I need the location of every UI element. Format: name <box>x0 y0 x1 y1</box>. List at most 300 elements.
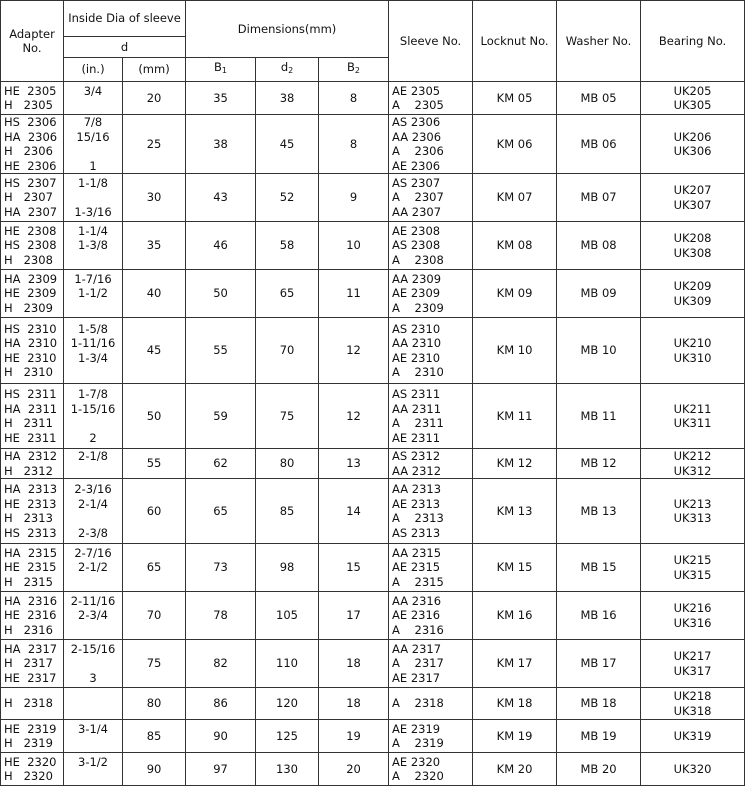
bearing-cell-line: UK206 <box>673 129 712 144</box>
sleeve-cell <box>389 174 473 222</box>
bearing-cell-line: UK216 <box>673 601 712 615</box>
sleeve-cell <box>389 384 473 449</box>
inch-cell <box>64 115 123 174</box>
b1-cell: 86 <box>186 688 256 720</box>
b2-cell: 9 <box>319 174 389 222</box>
bearing-cell-line: UK316 <box>673 615 712 630</box>
sleeve-cell-line: AE 2309 <box>392 286 441 301</box>
d2-cell: 130 <box>256 753 319 786</box>
table-row <box>1 384 745 449</box>
bearing-cell <box>641 753 745 786</box>
adapter-cell <box>1 544 64 592</box>
adapter-cell-line: HS 2308 <box>4 238 57 253</box>
inch-cell <box>64 640 123 688</box>
sleeve-cell-line: AA 2311 <box>392 401 442 416</box>
b2-cell: 8 <box>319 82 389 115</box>
adapter-cell-line: H 2317 <box>4 656 53 671</box>
bearing-cell-line: UK209 <box>673 279 712 293</box>
inch-cell <box>64 174 123 222</box>
sleeve-cell-line: AS 2311 <box>392 387 441 401</box>
adapter-cell-line: H 2305 <box>4 98 53 112</box>
adapter-cell <box>1 174 64 222</box>
table-row <box>1 270 745 318</box>
washer-cell: MB 16 <box>557 592 641 640</box>
sleeve-cell-line: AA 2306 <box>392 129 442 144</box>
sleeve-cell-line: A 2318 <box>392 696 444 711</box>
adapter-cell-line: HA 2317 <box>4 641 58 656</box>
inch-cell-line: 2-1/2 <box>78 560 108 575</box>
d2-cell: 58 <box>256 222 319 270</box>
inch-cell-line: 2-15/16 <box>70 641 116 656</box>
sleeve-cell-line: AE 2313 <box>392 496 441 511</box>
sleeve-cell-line: A 2305 <box>392 98 444 112</box>
d2-cell: 70 <box>256 318 319 384</box>
adapter-cell <box>1 592 64 640</box>
inch-cell-line <box>67 190 119 205</box>
mm-cell: 40 <box>123 270 186 318</box>
locknut-cell: KM 19 <box>473 720 557 753</box>
b2-cell: 14 <box>319 479 389 544</box>
header-washer: Washer No. <box>557 1 641 82</box>
header-b2: $B_2$ <box>319 58 389 82</box>
adapter-cell <box>1 82 64 115</box>
d2-cell: 38 <box>256 82 319 115</box>
inch-cell <box>64 688 123 720</box>
bearing-cell-line: UK319 <box>673 728 712 743</box>
washer-cell: MB 17 <box>557 640 641 688</box>
adapter-cell-line: HA 2306 <box>4 129 58 144</box>
inch-cell-line <box>67 301 119 316</box>
inch-cell-line <box>67 144 119 159</box>
adapter-cell <box>1 318 64 384</box>
bearing-cell-line: UK205 <box>673 83 712 98</box>
inch-cell-line <box>67 365 119 380</box>
sleeve-cell <box>389 115 473 174</box>
adapter-cell-line: HS 2311 <box>4 387 57 401</box>
locknut-cell: KM 12 <box>473 449 557 479</box>
b2-cell: 12 <box>319 384 389 449</box>
adapter-cell <box>1 449 64 479</box>
sleeve-cell <box>389 222 473 270</box>
sleeve-cell <box>389 688 473 720</box>
b1-cell: 38 <box>186 115 256 174</box>
inch-cell-line <box>67 575 119 590</box>
d2-cell: 98 <box>256 544 319 592</box>
washer-cell: MB 05 <box>557 82 641 115</box>
washer-cell: MB 06 <box>557 115 641 174</box>
adapter-cell-line: H 2313 <box>4 511 53 525</box>
table-row <box>1 449 745 479</box>
adapter-cell-line: H 2306 <box>4 144 53 158</box>
b2-cell: 20 <box>319 753 389 786</box>
inch-cell <box>64 479 123 544</box>
table-row <box>1 592 745 640</box>
adapter-cell-line: HE 2306 <box>4 158 57 173</box>
adapter-cell <box>1 720 64 753</box>
bearing-cell-line: UK311 <box>673 416 712 430</box>
adapter-cell-line: HS 2307 <box>4 175 57 190</box>
bearing-cell-line: UK211 <box>673 401 712 416</box>
table-row <box>1 753 745 786</box>
sleeve-cell-line: AA 2309 <box>392 271 442 286</box>
inch-cell-line <box>67 623 119 638</box>
adapter-cell-line: H 2311 <box>4 416 53 430</box>
b1-cell: 97 <box>186 753 256 786</box>
adapter-cell-line: HS 2306 <box>4 115 57 129</box>
locknut-cell: KM 15 <box>473 544 557 592</box>
inch-cell <box>64 318 123 384</box>
washer-cell: MB 20 <box>557 753 641 786</box>
locknut-cell: KM 07 <box>473 174 557 222</box>
mm-cell: 35 <box>123 222 186 270</box>
inch-cell-line: 1-7/16 <box>74 271 112 286</box>
b1-cell: 59 <box>186 384 256 449</box>
inch-cell-line: 1-3/4 <box>78 350 108 365</box>
inch-cell-line: 2-7/16 <box>74 545 112 560</box>
b2-cell: 19 <box>319 720 389 753</box>
sleeve-cell-line: A 2307 <box>392 190 444 205</box>
inch-cell-line: 3-1/2 <box>78 754 108 769</box>
mm-cell: 20 <box>123 82 186 115</box>
mm-cell: 80 <box>123 688 186 720</box>
mm-cell: 50 <box>123 384 186 449</box>
bearing-cell <box>641 479 745 544</box>
mm-cell: 65 <box>123 544 186 592</box>
header-d: d <box>64 37 186 58</box>
sleeve-cell-line: AA 2307 <box>392 204 442 219</box>
sleeve-cell-line: AA 2312 <box>392 463 442 478</box>
sleeve-cell-line: AE 2308 <box>392 223 441 238</box>
bearing-cell <box>641 222 745 270</box>
b2-cell: 8 <box>319 115 389 174</box>
d2-cell: 110 <box>256 640 319 688</box>
b1-cell: 35 <box>186 82 256 115</box>
mm-cell: 30 <box>123 174 186 222</box>
washer-cell: MB 19 <box>557 720 641 753</box>
header-d2: $d_2$ <box>256 58 319 82</box>
sleeve-cell-line: AS 2313 <box>392 525 441 540</box>
d2-cell: 85 <box>256 479 319 544</box>
inch-cell-line <box>67 656 119 671</box>
washer-cell: MB 09 <box>557 270 641 318</box>
bearing-cell <box>641 82 745 115</box>
bearing-cell <box>641 384 745 449</box>
inch-cell-line: 2-3/4 <box>78 608 108 623</box>
bearing-cell-line: UK217 <box>673 649 712 663</box>
adapter-cell-line: H 2315 <box>4 574 53 589</box>
mm-cell: 45 <box>123 318 186 384</box>
adapter-cell <box>1 753 64 786</box>
bearing-cell-line: UK213 <box>673 496 712 511</box>
inch-cell-line: 1-11/16 <box>70 336 116 350</box>
adapter-cell-line: HA 2315 <box>4 545 58 560</box>
inch-cell-line: 2-3/16 <box>74 482 112 496</box>
inch-cell-line: 1-1/2 <box>78 286 108 301</box>
bearing-cell-line: UK212 <box>673 449 712 463</box>
locknut-cell: KM 13 <box>473 479 557 544</box>
washer-cell: MB 11 <box>557 384 641 449</box>
inch-cell <box>64 753 123 786</box>
sleeve-cell-line: A 2317 <box>392 656 444 671</box>
adapter-cell-line: H 2320 <box>4 769 53 783</box>
bearing-cell-line: UK210 <box>673 336 712 350</box>
adapter-cell <box>1 479 64 544</box>
mm-cell: 60 <box>123 479 186 544</box>
sleeve-cell-line: AE 2311 <box>392 430 441 445</box>
sleeve-cell-line: AS 2306 <box>392 115 441 129</box>
inch-cell-line: 3 <box>89 670 97 685</box>
table-row <box>1 640 745 688</box>
sleeve-cell <box>389 544 473 592</box>
adapter-cell-line: HE 2313 <box>4 496 57 511</box>
sleeve-cell-line: A 2310 <box>392 365 444 379</box>
d2-cell: 52 <box>256 174 319 222</box>
mm-cell: 90 <box>123 753 186 786</box>
sleeve-cell <box>389 82 473 115</box>
b2-cell: 11 <box>319 270 389 318</box>
sleeve-cell <box>389 592 473 640</box>
header-inside-dia: Inside Dia of sleeve <box>64 1 186 37</box>
bearing-cell <box>641 174 745 222</box>
inch-cell-line <box>67 736 119 751</box>
inch-cell-line <box>67 253 119 268</box>
adapter-cell-line: HS 2313 <box>4 525 57 540</box>
inch-cell <box>64 384 123 449</box>
inch-cell-line: 2-1/8 <box>78 449 108 463</box>
adapter-cell-line: H 2312 <box>4 463 53 478</box>
d2-cell: 105 <box>256 592 319 640</box>
bearing-cell-line: UK208 <box>673 231 712 245</box>
b1-cell: 82 <box>186 640 256 688</box>
inch-cell-line: 2-11/16 <box>70 593 116 608</box>
sleeve-cell-line: AE 2306 <box>392 158 441 173</box>
header-adapter: Adapter No. <box>1 1 64 82</box>
table-row <box>1 115 745 174</box>
inch-cell-line: 2-1/4 <box>78 496 108 511</box>
sleeve-cell-line: A 2306 <box>392 144 444 158</box>
b1-cell: 78 <box>186 592 256 640</box>
adapter-cell <box>1 222 64 270</box>
washer-cell: MB 18 <box>557 688 641 720</box>
inch-cell-line <box>67 416 119 431</box>
b2-cell: 10 <box>319 222 389 270</box>
adapter-cell-line: HE 2309 <box>4 286 57 301</box>
b1-cell: 90 <box>186 720 256 753</box>
sleeve-cell <box>389 753 473 786</box>
sleeve-cell-line: AE 2320 <box>392 754 441 769</box>
inch-cell-line <box>67 769 119 784</box>
mm-cell: 70 <box>123 592 186 640</box>
inch-cell-line: 1-3/8 <box>78 238 108 253</box>
adapter-cell-line: HE 2317 <box>4 670 57 685</box>
adapter-cell <box>1 384 64 449</box>
sleeve-cell-line: AS 2307 <box>392 175 441 190</box>
bearing-cell-line: UK312 <box>673 463 712 478</box>
d2-cell: 45 <box>256 115 319 174</box>
mm-cell: 25 <box>123 115 186 174</box>
adapter-cell-line: HS 2310 <box>4 321 57 336</box>
adapter-cell <box>1 640 64 688</box>
adapter-cell-line: HA 2313 <box>4 482 58 496</box>
bearing-cell-line: UK305 <box>673 98 712 112</box>
sleeve-cell-line: AE 2310 <box>392 350 441 365</box>
inch-cell <box>64 222 123 270</box>
inch-cell <box>64 82 123 115</box>
inch-cell-line: 1-7/8 <box>78 387 108 401</box>
d2-cell: 80 <box>256 449 319 479</box>
adapter-cell-line: HE 2319 <box>4 721 57 736</box>
b1-cell: 50 <box>186 270 256 318</box>
locknut-cell: KM 05 <box>473 82 557 115</box>
b1-cell: 73 <box>186 544 256 592</box>
sleeve-cell-line: AE 2305 <box>392 83 441 98</box>
b2-cell: 13 <box>319 449 389 479</box>
locknut-cell: KM 17 <box>473 640 557 688</box>
inch-cell-line: 2 <box>89 430 97 445</box>
header-mm: (mm) <box>123 58 186 82</box>
inch-cell-line: 2-3/8 <box>78 525 108 540</box>
bearing-cell-line: UK308 <box>673 245 712 260</box>
bearing-cell-line: UK218 <box>673 689 712 703</box>
sleeve-cell-line: AE 2317 <box>392 670 441 685</box>
bearing-cell-line: UK307 <box>673 197 712 212</box>
bearing-cell-line: UK318 <box>673 703 712 718</box>
adapter-cell-line: H 2310 <box>4 365 53 379</box>
adapter-cell-line: H 2309 <box>4 300 53 315</box>
adapter-cell-line: HE 2308 <box>4 223 57 238</box>
b2-cell: 15 <box>319 544 389 592</box>
bearing-cell-line: UK207 <box>673 183 712 197</box>
header-in: (in.) <box>64 58 123 82</box>
table-row <box>1 720 745 753</box>
bearing-cell <box>641 318 745 384</box>
locknut-cell: KM 18 <box>473 688 557 720</box>
adapter-cell <box>1 115 64 174</box>
b1-cell: 65 <box>186 479 256 544</box>
bearing-cell <box>641 270 745 318</box>
locknut-cell: KM 11 <box>473 384 557 449</box>
locknut-cell: KM 10 <box>473 318 557 384</box>
locknut-cell: KM 20 <box>473 753 557 786</box>
washer-cell: MB 10 <box>557 318 641 384</box>
inch-cell-line: 3/4 <box>83 83 103 98</box>
sleeve-cell <box>389 479 473 544</box>
mm-cell: 85 <box>123 720 186 753</box>
inch-cell <box>64 449 123 479</box>
sleeve-cell-line: AE 2316 <box>392 608 441 623</box>
adapter-cell-line: HA 2311 <box>4 401 58 416</box>
sleeve-cell-line: A 2313 <box>392 511 444 525</box>
adapter-cell-line: H 2318 <box>4 696 53 711</box>
table-row <box>1 688 745 720</box>
washer-cell: MB 15 <box>557 544 641 592</box>
bearing-cell <box>641 544 745 592</box>
sleeve-cell <box>389 720 473 753</box>
adapter-cell-line: HE 2315 <box>4 560 57 575</box>
table-row <box>1 174 745 222</box>
sleeve-cell <box>389 318 473 384</box>
adapter-cell-line: HA 2307 <box>4 204 58 219</box>
mm-cell: 55 <box>123 449 186 479</box>
table-row <box>1 82 745 115</box>
header-locknut: Locknut No. <box>473 1 557 82</box>
sleeve-cell-line: A 2319 <box>392 736 444 750</box>
sleeve-cell-line: AS 2312 <box>392 449 441 463</box>
d2-cell: 75 <box>256 384 319 449</box>
locknut-cell: KM 08 <box>473 222 557 270</box>
inch-cell-line: 15/16 <box>76 129 110 144</box>
adapter-cell-line: HA 2312 <box>4 449 58 463</box>
mm-cell: 75 <box>123 640 186 688</box>
bearing-cell-line: UK310 <box>673 350 712 365</box>
adapter-cell-line: H 2307 <box>4 190 53 205</box>
sleeve-cell <box>389 270 473 318</box>
table-row <box>1 318 745 384</box>
adapter-cell-line: H 2316 <box>4 622 53 637</box>
inch-cell-line <box>67 464 119 479</box>
adapter-cell-line: HE 2316 <box>4 608 57 623</box>
sleeve-cell-line: AE 2319 <box>392 721 441 736</box>
bearing-cell <box>641 720 745 753</box>
inch-cell-line: 1-15/16 <box>70 401 116 416</box>
b1-cell: 43 <box>186 174 256 222</box>
washer-cell: MB 12 <box>557 449 641 479</box>
adapter-cell-line: HE 2320 <box>4 754 57 769</box>
inch-cell-line: 1-1/8 <box>78 175 108 190</box>
adapter-cell <box>1 688 64 720</box>
header-bearing: Bearing No. <box>641 1 745 82</box>
b2-cell: 17 <box>319 592 389 640</box>
sleeve-cell-line: A 2315 <box>392 574 444 589</box>
bearing-cell <box>641 115 745 174</box>
inch-cell-line: 7/8 <box>83 115 103 129</box>
inch-cell <box>64 720 123 753</box>
sleeve-cell-line: AS 2308 <box>392 238 441 253</box>
table-row <box>1 222 745 270</box>
inch-cell-line: 3-1/4 <box>78 721 108 736</box>
adapter-cell-line: HA 2310 <box>4 336 58 350</box>
adapter-cell-line: HE 2310 <box>4 350 57 365</box>
header-dimensions: Dimensions(mm) <box>186 1 389 58</box>
adapter-cell-line: HE 2311 <box>4 430 57 445</box>
b2-cell: 18 <box>319 688 389 720</box>
sleeve-cell-line: A 2308 <box>392 252 444 267</box>
b2-cell: 12 <box>319 318 389 384</box>
washer-cell: MB 07 <box>557 174 641 222</box>
sleeve-cell-line: AA 2313 <box>392 482 442 496</box>
table-row <box>1 544 745 592</box>
sleeve-cell-line: A 2320 <box>392 769 444 783</box>
inch-cell-line: 1-5/8 <box>78 321 108 336</box>
sleeve-cell-line: AA 2317 <box>392 641 442 656</box>
inch-cell-line: 1 <box>89 158 97 173</box>
sleeve-cell-line: AA 2315 <box>392 545 442 560</box>
bearing-cell-line: UK215 <box>673 553 712 567</box>
adapter-cell-line: HA 2309 <box>4 271 58 286</box>
d2-cell: 65 <box>256 270 319 318</box>
inch-cell <box>64 592 123 640</box>
bearing-cell-line: UK317 <box>673 663 712 678</box>
sleeve-cell-line: A 2309 <box>392 300 444 315</box>
sleeve-cell-line: AS 2310 <box>392 321 441 336</box>
sleeve-cell-line: A 2316 <box>392 622 444 637</box>
bearing-cell-line: UK320 <box>673 761 712 776</box>
sleeve-cell-line: AA 2316 <box>392 593 442 608</box>
bearing-cell <box>641 640 745 688</box>
inch-cell <box>64 270 123 318</box>
bearing-cell-line: UK306 <box>673 144 712 158</box>
b1-cell: 55 <box>186 318 256 384</box>
